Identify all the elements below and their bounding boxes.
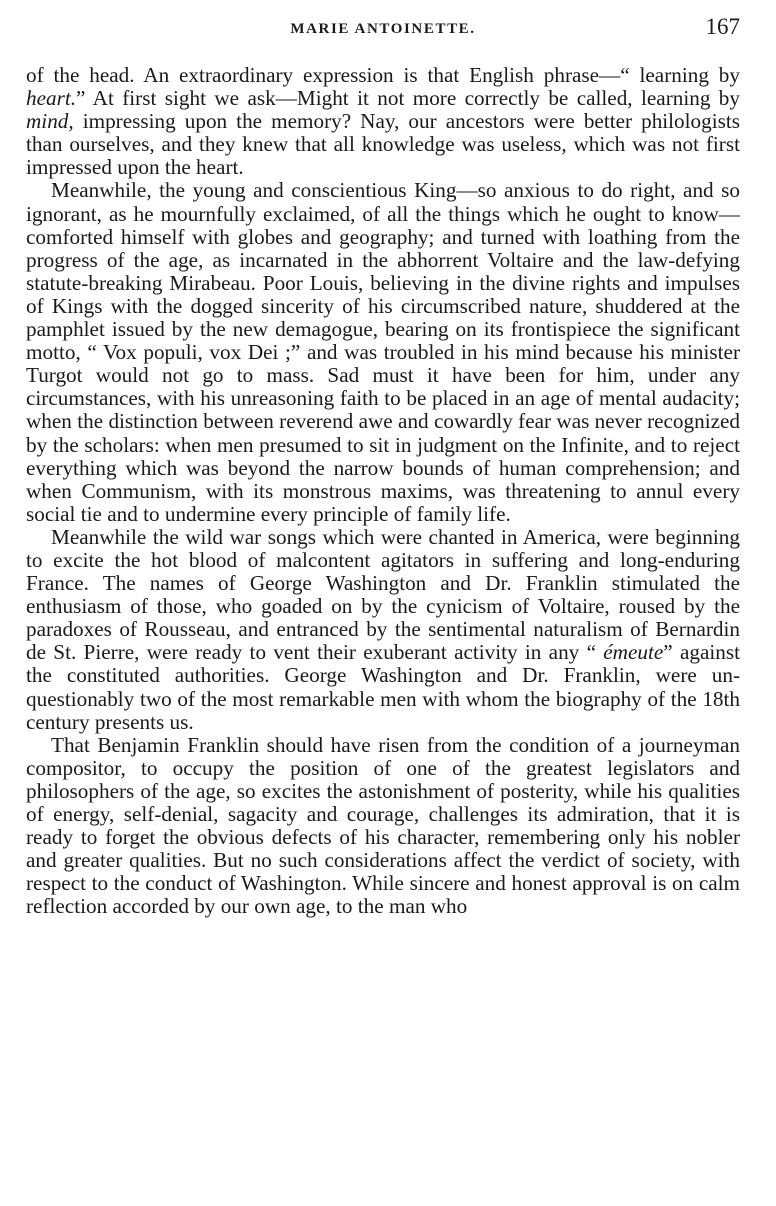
paragraph: That Benjamin Franklin should have risen from the condition of a journeyman compositor, to occupy the position of one of the greatest legislators and philosophers of the age, so excites the astonishment of posterity, while his qualities of energy, self-denial, sagacity and courage, challenges its admiration, that it is ready to forget the obvious defects of his character, remembering only his nobler and greater qualities. But no such considerations affect the verdict of society, with respect to the conduct of Washington. While sincere and honest approval is on calm reflection accorded by our own age, to the man who	[26, 732, 740, 919]
paragraph-text: ” At first sight we ask—Might it not more correctly be called, learning by	[76, 86, 740, 111]
running-head	[26, 14, 740, 44]
paragraph: Meanwhile, the young and conscientious King—so anxious to do right, and so ignorant, as he mournfully exclaimed, of all the things which he ought to know—comforted himself with globes and geography; and turned with loathing from the progress of the age, as incarnated in the abhorrent Voltaire and the law-defying statute-breaking Mirabeau. Poor Louis, believing in the divine rights and impulses of Kings with the dogged sincerity of his circumscribed nature, shuddered at the pamphlet issued by the new demagogue, bearing on its frontispiece the significant motto, “ Vox populi, vox Dei ;” and was troubled in his mind because his minister Turgot would not go to mass. Sad must it have been for him, under any circumstances, with his unreasoning faith to be placed in an age of mental audacity; when the distinction between reverend awe and cowardly fear was never recognized by the scholars: when men presumed to sit in judgment on the Infinite, and to reject everything which was beyond the narrow bounds of human comprehension; and when Communism, with its monstrous maxims, was threatening to annul every social tie and to undermine every principle of family life.	[26, 178, 740, 526]
paragraph	[26, 64, 740, 179]
body-text	[26, 64, 740, 918]
paragraph-text: Meanwhile the wild war songs which were chanted in America, were beginning to excite the hot blood of malcontent agitators in suffering and long-enduring France. The names of George Washington and Dr. Franklin stimulated the enthusiasm of those, who goaded on by the cynicism of Voltaire, roused by the paradoxes of Rousseau, and entranced by the sentimental naturalism of Bernardin de St. Pierre, were ready to vent their exuberant activity in any “	[26, 524, 740, 665]
paragraph	[26, 526, 740, 734]
paragraph-text: impressing upon the memory? Nay, our ancestors were better philologists than ourselves, and they knew that all knowledge was useless, which was not first impressed upon the heart.	[26, 109, 740, 180]
page-number: 167	[705, 14, 740, 39]
italic-word: mind,	[26, 109, 74, 134]
paragraph-text: of the head. An extraordinary expression is that English phrase—“ learning by	[26, 63, 740, 87]
book-page	[26, 14, 740, 918]
italic-word: émeute	[603, 640, 664, 665]
paragraph-text: ” against the constituted authorities. George Washington and Dr. Franklin, were unquestionably two of the most remarkable men with whom the biography of the 18th century presents us.	[26, 640, 740, 734]
italic-word: heart.	[26, 86, 77, 111]
running-title: MARIE ANTOINETTE.	[290, 21, 476, 37]
